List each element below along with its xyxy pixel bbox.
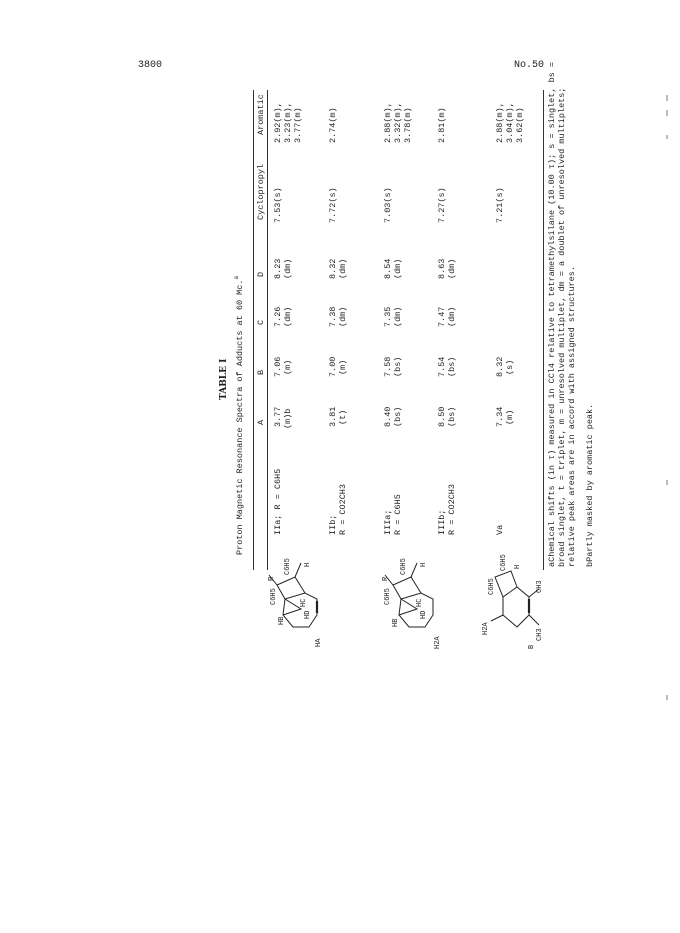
- row3-compound-r: R = C6H5: [393, 494, 403, 535]
- issue-number: No.50: [514, 60, 545, 71]
- row3-a-mult: (bs): [393, 406, 403, 427]
- s3-ch3: CH3: [536, 580, 544, 593]
- row5-cyclopropyl: 7.21(s): [495, 187, 505, 223]
- row4-c-mult: (dm): [447, 306, 457, 327]
- s3-b: B: [528, 644, 536, 649]
- row2-c-mult: (dm): [338, 306, 348, 327]
- row2-compound-r: R = CO2CH3: [338, 483, 348, 535]
- row4-b: 7.54: [437, 356, 447, 377]
- row4-compound-r: R = CO2CH3: [447, 483, 457, 535]
- row5-arom-2: 3.04(m),: [505, 102, 515, 143]
- row2-d: 8.32: [328, 258, 338, 279]
- row2-d-mult: (dm): [338, 258, 348, 279]
- footnote-a-line2: broad singlet, t = triplet, m = unresolved multiplet, dm = a doublet of unresolved multiplets;: [557, 87, 567, 567]
- row2-c: 7.38: [328, 306, 338, 327]
- s2-hd: HD: [420, 610, 428, 619]
- s1-ph2: C6H5: [284, 558, 292, 575]
- row1-b: 7.06: [273, 356, 283, 377]
- col-header-cyclopropyl: Cyclopropyl: [256, 163, 266, 220]
- scan-mark: [666, 695, 668, 700]
- row2-b: 7.00: [328, 356, 338, 377]
- row5-a: 7.34: [495, 406, 505, 427]
- table-top-rule: [253, 90, 254, 570]
- s2-hb: HB: [392, 618, 400, 627]
- row4-arom-1: 2.81(m): [437, 107, 447, 143]
- s3-ph2: C6H5: [500, 554, 508, 571]
- structure-1: [265, 537, 327, 655]
- footnote-a-line1: aChemical shifts (in τ) measured in CCl4 relative to tetramethylsilane (10.00 τ); s = singlet, bs =: [547, 62, 557, 567]
- s3-h: H: [514, 564, 522, 569]
- row3-b-mult: (bs): [393, 356, 403, 377]
- structure-3: [477, 537, 543, 655]
- table-label: TABLE I: [219, 358, 229, 400]
- row4-a: 8.50: [437, 406, 447, 427]
- row5-arom-3: 3.62(m): [515, 107, 525, 143]
- row5-b-mult: (s): [505, 359, 515, 375]
- col-header-a: A: [256, 419, 266, 425]
- row5-a-mult: (m): [505, 409, 515, 425]
- row2-compound: IIb;: [328, 514, 338, 535]
- caption-text: Proton Magnetic Resonance Spectra of Adducts at 60 Mc.: [235, 279, 245, 555]
- row1-d: 8.23: [273, 258, 283, 279]
- row2-b-mult: (m): [338, 359, 348, 375]
- row3-arom-1: 2.88(m),: [383, 102, 393, 143]
- row2-a: 3.81: [328, 406, 338, 427]
- s3-h2a: H2A: [482, 622, 490, 635]
- row2-cyclopropyl: 7.72(s): [328, 187, 338, 223]
- s1-hb: HB: [278, 616, 286, 625]
- row1-d-mult: (dm): [283, 258, 293, 279]
- s1-ha: HA: [315, 638, 323, 647]
- row3-arom-2: 3.32(m),: [393, 102, 403, 143]
- row3-c-mult: (dm): [393, 306, 403, 327]
- s1-h: H: [304, 562, 312, 567]
- row4-cyclopropyl: 7.27(s): [437, 187, 447, 223]
- s1-ph1: C6H5: [270, 588, 278, 605]
- s1-hd: HD: [304, 610, 312, 619]
- row3-arom-3: 3.78(m): [403, 107, 413, 143]
- table-bottom-rule: [543, 90, 544, 570]
- row1-arom-2: 3.23(m),: [283, 102, 293, 143]
- col-header-aromatic: Aromatic: [256, 94, 266, 135]
- row3-d: 8.54: [383, 258, 393, 279]
- col-header-c: C: [256, 319, 266, 325]
- row2-arom-1: 2.74(m): [328, 107, 338, 143]
- col-header-b: B: [256, 369, 266, 375]
- header-rule: [267, 90, 268, 570]
- s1-hc: HC: [300, 598, 308, 607]
- row1-c: 7.26: [273, 306, 283, 327]
- row1-a: 3.77: [273, 406, 283, 427]
- row3-d-mult: (dm): [393, 258, 403, 279]
- row1-c-mult: (dm): [283, 306, 293, 327]
- row1-arom-3: 3.77(m): [293, 107, 303, 143]
- row4-c: 7.47: [437, 306, 447, 327]
- row3-a: 8.40: [383, 406, 393, 427]
- scan-mark: [666, 480, 668, 485]
- table-caption: [232, 276, 245, 555]
- page-number: 3800: [138, 60, 163, 71]
- s2-r: R: [382, 576, 390, 581]
- row5-b: 8.32: [495, 356, 505, 377]
- s3-ph1: C6H5: [488, 578, 496, 595]
- row1-compound: IIa; R = C6H5: [273, 468, 283, 535]
- row4-compound: IIIb;: [437, 509, 447, 535]
- row4-a-mult: (bs): [447, 406, 457, 427]
- footnote-b: bPartly masked by aromatic peak.: [585, 403, 595, 567]
- footnote-a-line3: relative peak areas are in accord with assigned structures.: [567, 266, 577, 567]
- s3-ch3-b: CH3: [536, 628, 544, 641]
- caption-note: a: [233, 275, 240, 280]
- row2-a-mult: (t): [338, 409, 348, 425]
- row1-a-mult: (m)b: [283, 408, 293, 429]
- row4-d: 8.63: [437, 258, 447, 279]
- row3-b: 7.58: [383, 356, 393, 377]
- row3-c: 7.35: [383, 306, 393, 327]
- row5-arom-1: 2.88(m),: [495, 102, 505, 143]
- s1-r: R: [268, 576, 276, 581]
- scan-mark: [666, 135, 668, 139]
- s2-ph1: C6H5: [384, 588, 392, 605]
- row3-cyclopropyl: 7.03(s): [383, 187, 393, 223]
- scan-mark: [666, 110, 668, 116]
- structure-2: [375, 537, 445, 655]
- s2-h: H: [420, 562, 428, 567]
- scan-mark: [666, 95, 668, 101]
- row5-compound: Va: [495, 524, 505, 535]
- col-header-d: D: [256, 271, 266, 277]
- s2-hc: HC: [416, 598, 424, 607]
- row1-cyclopropyl: 7.53(s): [273, 187, 283, 223]
- row1-b-mult: (m): [283, 359, 293, 375]
- s2-ph2: C6H5: [400, 558, 408, 575]
- row3-compound: IIIa;: [383, 509, 393, 535]
- row1-arom-1: 2.92(m),: [273, 102, 283, 143]
- row4-d-mult: (dm): [447, 258, 457, 279]
- s2-h2a: H2A: [434, 636, 442, 649]
- row4-b-mult: (bs): [447, 356, 457, 377]
